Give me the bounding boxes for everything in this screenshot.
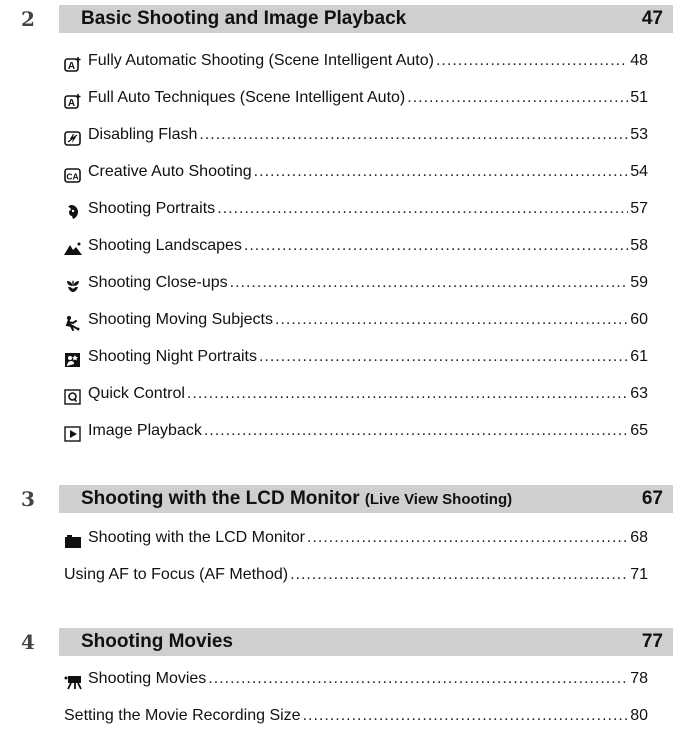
entry-label: Quick Control [88, 385, 185, 402]
dot-leader [187, 385, 628, 403]
chapter-header [0, 485, 673, 513]
entry-label: Shooting Portraits [88, 200, 216, 217]
entry-page-number: 60 [630, 311, 648, 328]
dot-leader [254, 163, 629, 181]
entry-label: Disabling Flash [88, 126, 198, 143]
scene-intelligent-auto-icon [64, 56, 82, 72]
toc-entry[interactable] [64, 311, 648, 335]
toc-entry[interactable] [64, 126, 648, 150]
entry-label: Using AF to Focus (AF Method) [64, 566, 289, 583]
toc-entry[interactable] [64, 707, 648, 731]
chapter-number-box [0, 485, 59, 513]
toc-entry[interactable] [64, 274, 648, 298]
dot-leader [217, 200, 628, 218]
chapter-2 [0, 5, 673, 33]
entry-label: Shooting Landscapes [88, 237, 242, 254]
chapter-number: 2 [21, 7, 35, 31]
toc-entry[interactable] [64, 566, 648, 590]
quick-control-icon [64, 389, 82, 405]
dot-leader [407, 89, 628, 107]
toc-entry[interactable] [64, 385, 648, 409]
entry-page-number: 68 [630, 529, 648, 546]
entry-label: Setting the Movie Recording Size [64, 707, 301, 724]
entry-page-number: 65 [630, 422, 648, 439]
chapter-page-number: 77 [641, 631, 663, 652]
dot-leader [303, 707, 629, 725]
entry-label: Image Playback [88, 422, 202, 439]
chapter-title: Shooting Movies [81, 631, 233, 652]
chapter-title: Basic Shooting and Image Playback [81, 8, 407, 29]
chapter-number: 4 [21, 630, 35, 654]
chapter-number: 3 [21, 487, 35, 511]
entry-page-number: 59 [630, 274, 648, 291]
chapter-header [0, 628, 673, 656]
entry-label: Shooting Moving Subjects [88, 311, 273, 328]
chapter-subtitle: (Live View Shooting) [364, 491, 513, 508]
chapter-header [0, 5, 673, 33]
entry-page-number: 78 [630, 670, 648, 687]
toc-entry[interactable] [64, 348, 648, 372]
entry-page-number: 63 [630, 385, 648, 402]
chapter-page-number: 47 [641, 8, 663, 29]
svg-text:CA: CA [66, 171, 79, 182]
toc-entry[interactable] [64, 529, 648, 553]
entry-page-number: 48 [630, 52, 648, 69]
entry-page-number: 54 [630, 163, 648, 180]
chapter-number-box [0, 5, 59, 33]
toc-entry[interactable] [64, 163, 648, 187]
portrait-icon [64, 204, 82, 220]
movie-icon [64, 674, 82, 690]
dot-leader [290, 566, 628, 584]
dot-leader [275, 311, 628, 329]
night-portrait-icon [64, 352, 82, 368]
dot-leader [230, 274, 629, 292]
toc-entry[interactable] [64, 52, 648, 76]
entry-page-number: 53 [630, 126, 648, 143]
toc-entry[interactable] [64, 89, 648, 113]
entry-page-number: 51 [630, 89, 648, 106]
entry-label: Shooting Night Portraits [88, 348, 257, 365]
dot-leader [204, 422, 628, 440]
entry-label: Shooting Close-ups [88, 274, 228, 291]
entry-label: Shooting with the LCD Monitor [88, 529, 305, 546]
live-view-icon [64, 533, 82, 549]
entry-page-number: 57 [630, 200, 648, 217]
entry-page-number: 61 [630, 348, 648, 365]
entry-page-number: 71 [630, 566, 648, 583]
chapter-4 [0, 628, 673, 656]
dot-leader [199, 126, 628, 144]
entry-label: Full Auto Techniques (Scene Intelligent Auto) [88, 89, 406, 106]
close-up-icon [64, 278, 82, 294]
scene-intelligent-auto-icon [64, 93, 82, 109]
dot-leader [436, 52, 628, 70]
entry-label: Fully Automatic Shooting (Scene Intelligent Auto) [88, 52, 434, 69]
chapter-title-main: Shooting with the LCD Monitor [81, 488, 360, 509]
flash-off-icon [64, 130, 82, 146]
chapter-page-number: 67 [641, 488, 663, 509]
dot-leader [244, 237, 628, 255]
entry-label: Creative Auto Shooting [88, 163, 252, 180]
dot-leader [259, 348, 628, 366]
toc-entry[interactable] [64, 422, 648, 446]
sports-icon [64, 315, 82, 331]
toc-entry[interactable] [64, 200, 648, 224]
playback-icon [64, 426, 82, 442]
chapter-number-box [0, 628, 59, 656]
chapter-3 [0, 485, 673, 513]
dot-leader [307, 529, 628, 547]
creative-auto-icon [64, 167, 82, 183]
dot-leader [208, 670, 628, 688]
toc-entry[interactable] [64, 670, 648, 694]
chapter-title [59, 488, 642, 510]
entry-label: Shooting Movies [88, 670, 207, 687]
toc-entry[interactable] [64, 237, 648, 261]
landscape-icon [64, 241, 82, 257]
svg-text:A: A [67, 98, 76, 109]
entry-page-number: 58 [630, 237, 648, 254]
svg-text:A: A [67, 61, 76, 72]
entry-page-number: 80 [630, 707, 648, 724]
